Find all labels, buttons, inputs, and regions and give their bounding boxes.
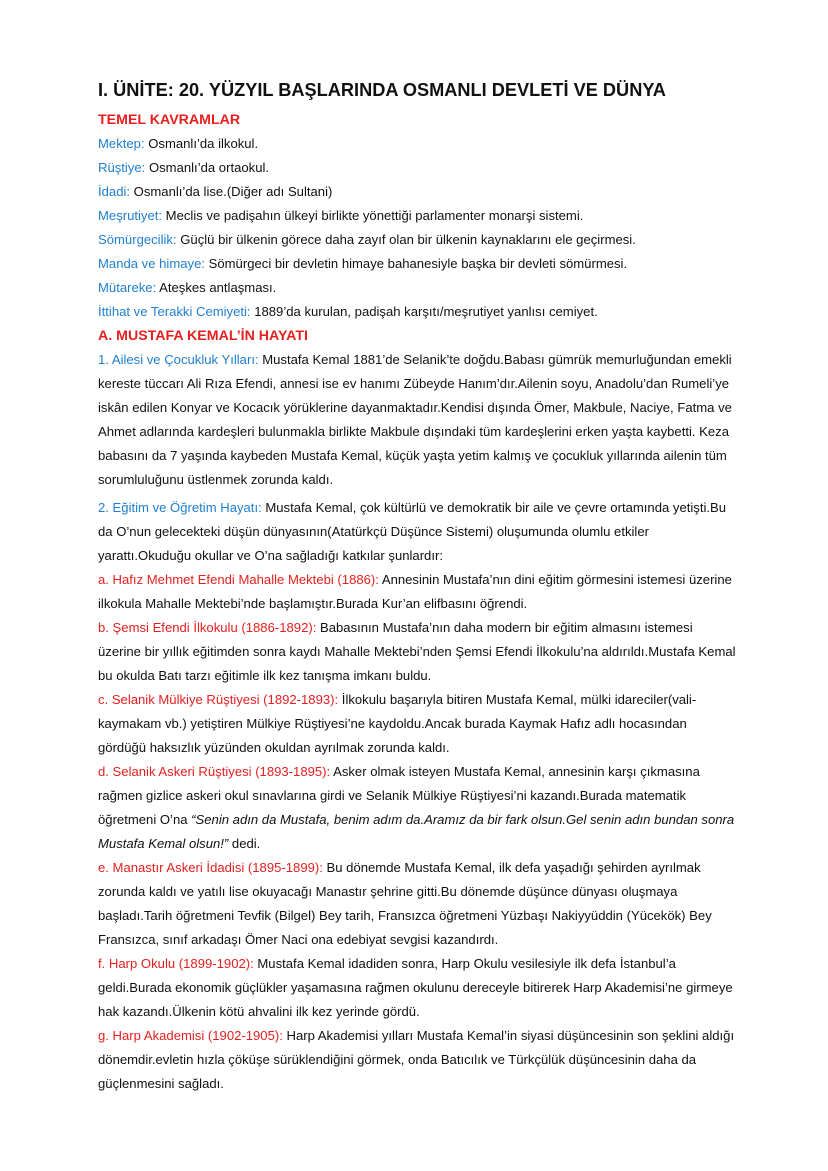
education-text: Mustafa Kemal, çok kültürlü ve demokratik bir aile ve çevre ortamında yetişti.Bu da O’nun gelecekteki düşün dünyasının(Atatürkçü Düşünce Sistemi) oluşumunda olumlu etkiler yarattı.Okuduğu okullar ve O’na sağladığı katkılar şunlardır:: [98, 500, 727, 563]
school-text: Babasının Mustafa’nın daha modern bir eğitim almasını istemesi üzerine bir yıllık eğitimden sonra kaydı Mahalle Mektebi’nden Şemsi Efendi İlkokulu’na aldırıldı.Mustafa Kemal bu okulda Batı tarzı eğitimle ilk kez tanışma imkanı buldu.: [98, 620, 736, 683]
education-paragraph: [98, 496, 738, 568]
school-paragraph-c: [98, 688, 738, 760]
school-label: d. Selanik Askeri Rüştiyesi (1893-1895):: [98, 764, 331, 779]
school-text: İlkokulu başarıyla bitiren Mustafa Kemal, mülki idareciler(vali-kaymakam vb.) yetiştiren Mülkiye Rüştiyesi’ne kaydoldu.Ancak burada Kaymak Hafız adlı hocasından gördüğü haksızlık yüzünden okuldan ayrılmak zorunda kaldı.: [98, 692, 697, 755]
term-item: [98, 276, 738, 300]
term-item: [98, 228, 738, 252]
term-item: [98, 252, 738, 276]
school-label: f. Harp Okulu (1899-1902):: [98, 956, 254, 971]
section-heading-life: A. MUSTAFA KEMAL’İN HAYATI: [98, 328, 308, 344]
term-definition: Osmanlı’da ilkokul.: [144, 136, 259, 151]
school-label: a. Hafız Mehmet Efendi Mahalle Mektebi (1886):: [98, 572, 379, 587]
school-paragraph-f: [98, 952, 738, 1024]
term-label: İdadi:: [98, 184, 131, 199]
term-label: Sömürgecilik:: [98, 232, 177, 247]
term-definition: Ateşkes antlaşması.: [156, 280, 277, 295]
school-text: Bu dönemde Mustafa Kemal, ilk defa yaşadığı şehirden ayrılmak zorunda kaldı ve yatılı lise okuyacağı Manastır şehrine gitti.Bu dönemde düşünce dünyası oluşmaya başladı.Tarih öğretmeni Tevfik (Bilgel) Bey tarih, Fransızca öğretmeni Yüzbaşı Nakiyyüddin (Yücekök) Bey Fransızca, sınıf arkadaşı Ömer Naci ona edebiyat sevgisi kazandırdı.: [98, 860, 712, 947]
family-paragraph: [98, 348, 738, 492]
term-definition: Meclis ve padişahın ülkeyi birlikte yönettiği parlamenter monarşi sistemi.: [162, 208, 584, 223]
unit-title: I. ÜNİTE: 20. YÜZYIL BAŞLARINDA OSMANLI DEVLETİ VE DÜNYA: [98, 80, 666, 100]
school-paragraph-g: [98, 1024, 738, 1096]
term-definition: Sömürgeci bir devletin himaye bahanesiyle başka bir devleti sömürmesi.: [205, 256, 628, 271]
school-label: g. Harp Akademisi (1902-1905):: [98, 1028, 283, 1043]
school-text: Mustafa Kemal idadiden sonra, Harp Okulu vesilesiyle ilk defa İstanbul’a geldi.Burada ekonomik güçlükler yaşamasına rağmen okulunu dereceyle bitirerek Harp Akademisi’ne girmeye hak kazandı.Ülkenin kötü ahvalini ilk kez yerinde gördü.: [98, 956, 733, 1019]
term-item: [98, 132, 738, 156]
teacher-quote: “Senin adın da Mustafa, benim adım da.Aramız da bir fark olsun.Gel senin adın bundan sonra Mustafa Kemal olsun!”: [98, 812, 735, 851]
term-item: [98, 180, 738, 204]
section-heading-terms: TEMEL KAVRAMLAR: [98, 112, 241, 128]
term-label: Manda ve himaye:: [98, 256, 205, 271]
term-definition: Osmanlı’da lise.(Diğer adı Sultani): [130, 184, 333, 199]
school-paragraph-b: [98, 616, 738, 688]
school-label: c. Selanik Mülkiye Rüştiyesi (1892-1893):: [98, 692, 339, 707]
term-item: [98, 300, 738, 324]
school-paragraph-d: [98, 760, 738, 856]
term-definition: Osmanlı’da ortaokul.: [145, 160, 270, 175]
document-page: [98, 78, 738, 1096]
term-label: Mektep:: [98, 136, 145, 151]
term-item: [98, 204, 738, 228]
term-definition: Güçlü bir ülkenin görece daha zayıf olan bir ülkenin kaynaklarını ele geçirmesi.: [176, 232, 636, 247]
family-label: 1. Ailesi ve Çocukluk Yılları:: [98, 352, 259, 367]
school-paragraph-e: [98, 856, 738, 952]
terms-list: [98, 132, 738, 324]
school-paragraph-a: [98, 568, 738, 616]
school-text: Harp Akademisi yılları Mustafa Kemal’in siyasi düşüncesinin son şeklini aldığı dönemdir.evletin hızla çöküşe sürüklendiğini görmek, onda Batıcılık ve Türkçülük düşüncesinin daha da güçlenmesini sağladı.: [98, 1028, 735, 1091]
term-item: [98, 156, 738, 180]
education-label: 2. Eğitim ve Öğretim Hayatı:: [98, 500, 262, 515]
school-text: Annesinin Mustafa’nın dini eğitim görmesini istemesi üzerine ilkokula Mahalle Mektebi’nde başlamıştır.Burada Kur’an elifbasını öğrendi.: [98, 572, 732, 611]
term-definition: 1889’da kurulan, padişah karşıtı/meşrutiyet yanlısı cemiyet.: [250, 304, 598, 319]
family-text: Mustafa Kemal 1881’de Selanik’te doğdu.Babası gümrük memurluğundan emekli kereste tüccarı Ali Rıza Efendi, annesi ise ev hanımı Zübeyde Hanım’dır.Ailenin soyu, Anadolu’dan Rumeli’ye iskân edilen Konyar ve Kocacık yörüklerine dayanmaktadır.Kendisi dışında Ömer, Makbule, Naciye, Fatma ve Ahmet adlarında kardeşleri bulunmakla birlikte Makbule dışındaki tüm kardeşlerini erken yaşta kaybetti. Keza babasını da 7 yaşında kaybeden Mustafa Kemal, küçük yaşta yetim kalmış ve çocukluk yıllarında ailenin tüm sorumluluğunu üstlenmek zorunda kaldı.: [98, 352, 732, 487]
term-label: Mütareke:: [98, 280, 157, 295]
term-label: İttihat ve Terakki Cemiyeti:: [98, 304, 251, 319]
term-label: Meşrutiyet:: [98, 208, 163, 223]
school-text: Asker olmak isteyen Mustafa Kemal, annesinin karşı çıkmasına rağmen gizlice askeri okul sınavlarına girdi ve Selanik Mülkiye Rüştiyesi’ni kazandı.Burada matematik öğretmeni O’na: [98, 764, 700, 827]
school-label: e. Manastır Askeri İdadisi (1895-1899):: [98, 860, 323, 875]
school-text-after: dedi.: [228, 836, 261, 851]
term-label: Rüştiye:: [98, 160, 146, 175]
school-label: b. Şemsi Efendi İlkokulu (1886-1892):: [98, 620, 317, 635]
